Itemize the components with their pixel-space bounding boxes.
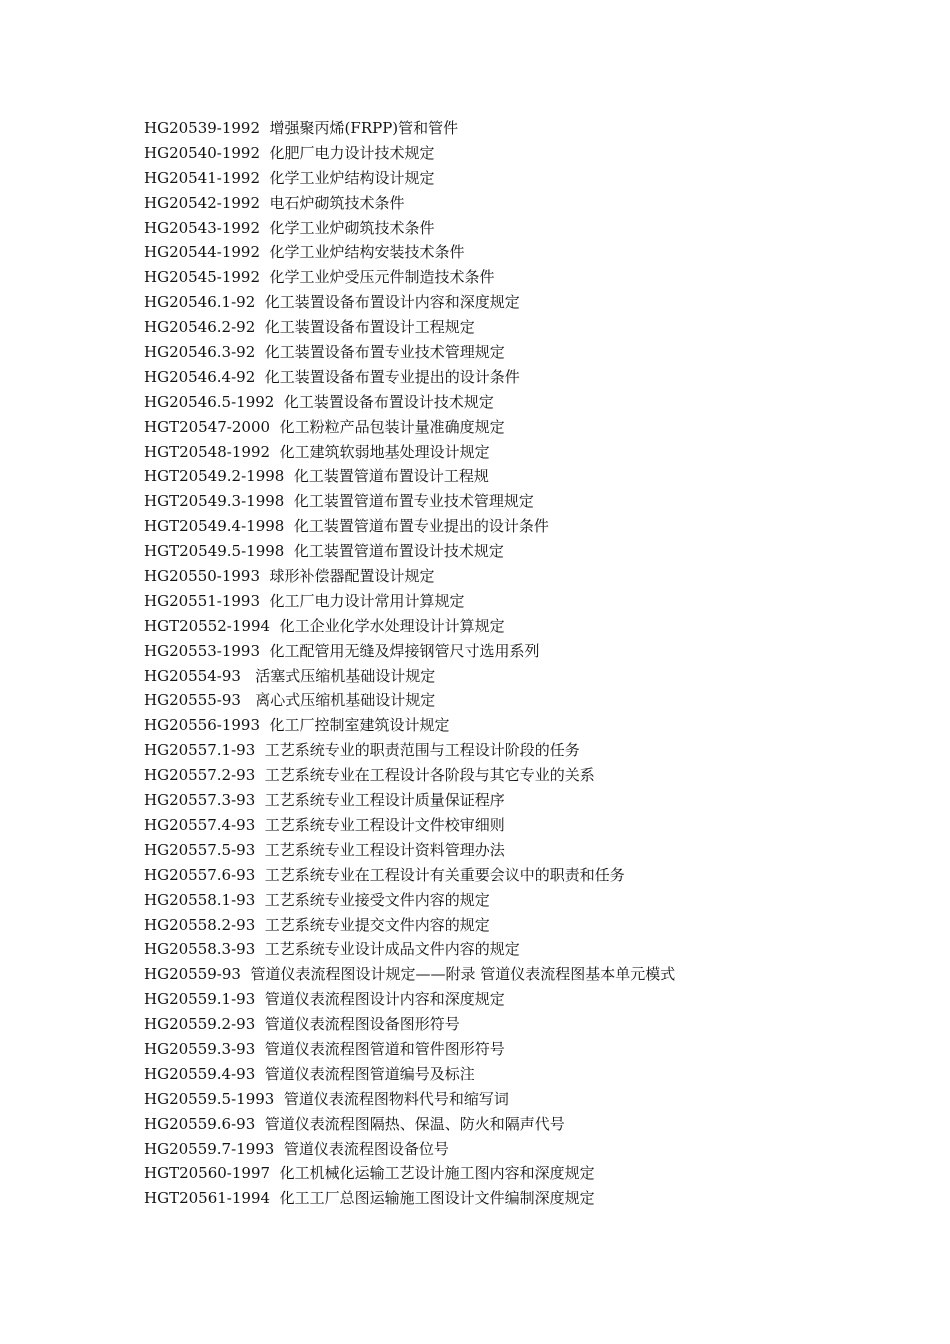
list-item: HG20546.5-1992 化工装置设备布置设计技术规定	[144, 392, 494, 411]
list-item: HG20559.6-93 管道仪表流程图隔热、保温、防火和隔声代号	[144, 1114, 565, 1133]
list-item: HG20557.2-93 工艺系统专业在工程设计各阶段与其它专业的关系	[144, 766, 595, 785]
list-item: HG20559.7-1993 管道仪表流程图设备位号	[144, 1139, 449, 1158]
list-item: HG20542-1992 电石炉砌筑技术条件	[144, 193, 405, 212]
list-item: HG20551-1993 化工厂电力设计常用计算规定	[144, 591, 465, 610]
list-item: HGT20560-1997 化工机械化运输工艺设计施工图内容和深度规定	[144, 1164, 595, 1183]
list-item: HG20557.4-93 工艺系统专业工程设计文件校审细则	[144, 815, 505, 834]
list-item: HG20559.1-93 管道仪表流程图设计内容和深度规定	[144, 990, 505, 1009]
list-item: HGT20548-1992 化工建筑软弱地基处理设计规定	[144, 442, 490, 461]
list-item: HG20557.6-93 工艺系统专业在工程设计有关重要会议中的职责和任务	[144, 865, 625, 884]
list-item: HG20555-93 离心式压缩机基础设计规定	[144, 691, 436, 710]
list-item: HG20557.3-93 工艺系统专业工程设计质量保证程序	[144, 791, 505, 810]
list-item: HG20559.2-93 管道仪表流程图设备图形符号	[144, 1015, 460, 1034]
list-item: HG20541-1992 化学工业炉结构设计规定	[144, 168, 435, 187]
list-item: HG20545-1992 化学工业炉受压元件制造技术条件	[144, 268, 495, 287]
list-item: HGT20561-1994 化工工厂总图运输施工图设计文件编制深度规定	[144, 1189, 595, 1208]
list-item: HG20539-1992 增强聚丙烯(FRPP)管和管件	[144, 119, 459, 137]
list-item: HG20540-1992 化肥厂电力设计技术规定	[144, 143, 435, 162]
list-item: HGT20547-2000 化工粉粒产品包装计量准确度规定	[144, 417, 505, 436]
list-item: HG20558.2-93 工艺系统专业提交文件内容的规定	[144, 915, 490, 934]
list-item: HGT20549.3-1998 化工装置管道布置专业技术管理规定	[144, 492, 534, 511]
list-item: HG20546.2-92 化工装置设备布置设计工程规定	[144, 318, 475, 337]
list-item: HG20558.3-93 工艺系统专业设计成品文件内容的规定	[144, 940, 520, 959]
list-item: HG20557.5-93 工艺系统专业工程设计资料管理办法	[144, 840, 505, 859]
standards-list	[144, 116, 904, 1211]
list-item: HG20543-1992 化学工业炉砌筑技术条件	[144, 218, 435, 237]
list-item: HG20550-1993 球形补偿器配置设计规定	[144, 567, 435, 586]
list-item: HG20544-1992 化学工业炉结构安装技术条件	[144, 243, 465, 262]
list-item: HG20557.1-93 工艺系统专业的职责范围与工程设计阶段的任务	[144, 741, 580, 760]
list-item: HG20559.5-1993 管道仪表流程图物料代号和缩写词	[144, 1089, 509, 1108]
list-item: HG20546.4-92 化工装置设备布置专业提出的设计条件	[144, 367, 520, 386]
list-item: HGT20549.4-1998 化工装置管道布置专业提出的设计条件	[144, 517, 549, 536]
list-item: HG20556-1993 化工厂控制室建筑设计规定	[144, 716, 450, 735]
list-item: HG20554-93 活塞式压缩机基础设计规定	[144, 666, 436, 685]
list-item: HGT20552-1994 化工企业化学水处理设计计算规定	[144, 616, 505, 635]
list-item: HG20553-1993 化工配管用无缝及焊接钢管尺寸选用系列	[144, 641, 540, 660]
list-item: HG20559.4-93 管道仪表流程图管道编号及标注	[144, 1064, 475, 1083]
list-item: HG20558.1-93 工艺系统专业接受文件内容的规定	[144, 890, 490, 909]
list-item: HG20546.3-92 化工装置设备布置专业技术管理规定	[144, 343, 505, 362]
list-item: HGT20549.5-1998 化工装置管道布置设计技术规定	[144, 542, 504, 561]
list-item: HG20559-93 管道仪表流程图设计规定——附录 管道仪表流程图基本单元模式	[144, 965, 676, 984]
list-item: HGT20549.2-1998 化工装置管道布置设计工程规	[144, 467, 489, 486]
list-item: HG20546.1-92 化工装置设备布置设计内容和深度规定	[144, 293, 520, 312]
list-item: HG20559.3-93 管道仪表流程图管道和管件图形符号	[144, 1039, 505, 1058]
